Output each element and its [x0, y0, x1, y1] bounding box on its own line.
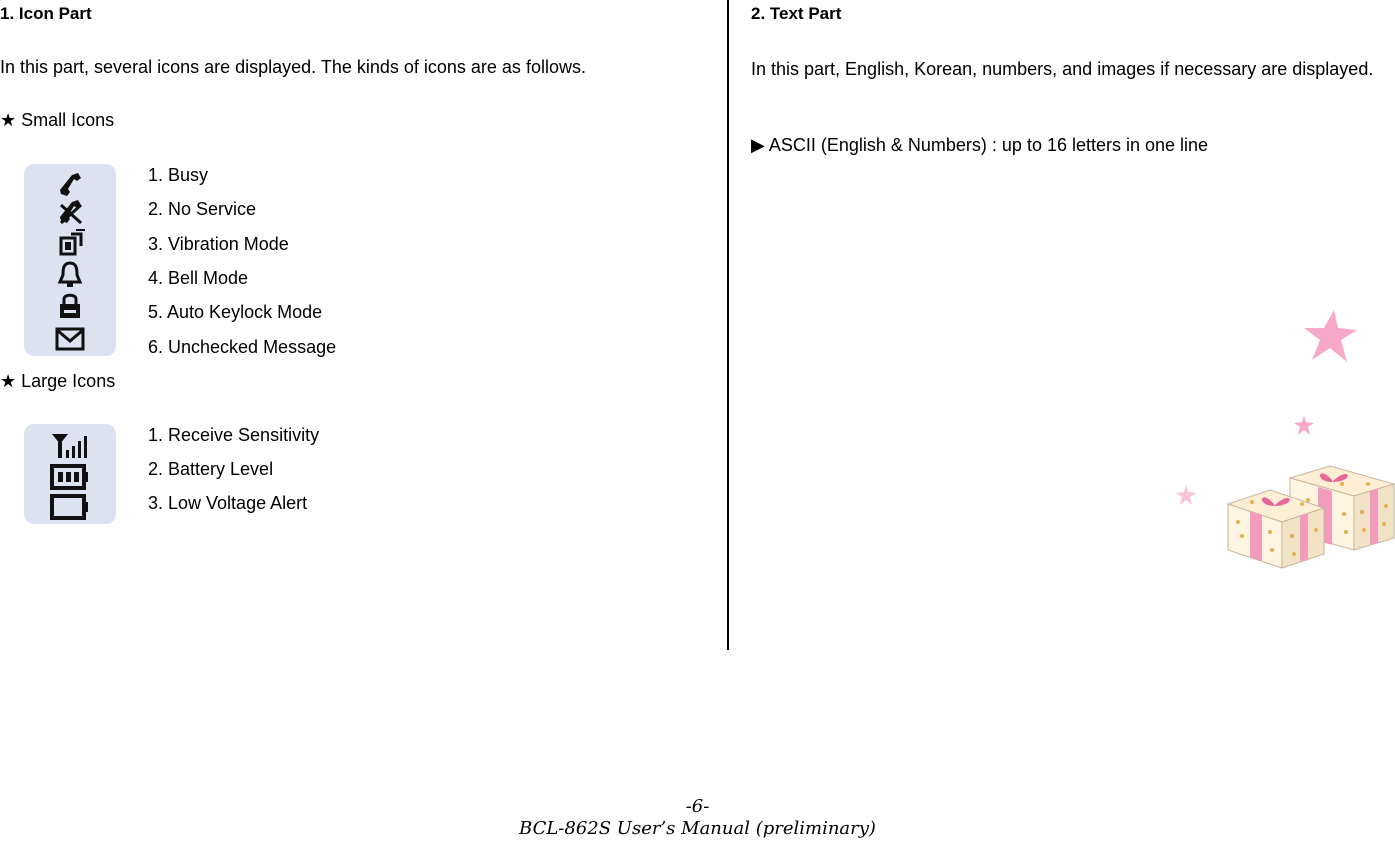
bell-icon — [52, 260, 88, 290]
small-icon-label: 1. Busy — [148, 165, 209, 185]
signal-strength-icon — [50, 430, 90, 460]
column-divider — [727, 0, 729, 650]
large-icons-title: ★ Large Icons — [0, 371, 116, 391]
ascii-bullet: ▶ ASCII (English & Numbers) : up to 16 letters in one line — [751, 135, 1209, 155]
text-part-intro: In this part, English, Korean, numbers, and images if necessary are displayed. — [751, 59, 1374, 79]
vibration-icon — [52, 228, 88, 258]
small-icons-title: ★ Small Icons — [0, 110, 115, 130]
small-icon-label: 5. Auto Keylock Mode — [148, 302, 323, 322]
large-icons-panel — [24, 424, 116, 524]
small-icon-label: 6. Unchecked Message — [148, 337, 337, 357]
phone-no-service-icon — [52, 198, 88, 228]
small-star-icon — [1293, 414, 1315, 436]
large-icon-label: 3. Low Voltage Alert — [148, 493, 308, 513]
gift-boxes-icon — [1222, 460, 1395, 572]
phone-busy-icon — [52, 170, 88, 200]
small-icon-label: 4. Bell Mode — [148, 268, 249, 288]
envelope-icon — [52, 324, 88, 354]
star-decoration-icon — [1300, 308, 1360, 366]
small-icon-label: 3. Vibration Mode — [148, 234, 289, 254]
small-icon-label: 2. No Service — [148, 199, 257, 219]
section-heading-icon-part: 1. Icon Part — [0, 4, 92, 23]
battery-low-icon — [50, 492, 90, 522]
small-icons-panel — [24, 164, 116, 356]
large-icon-label: 1. Receive Sensitivity — [148, 425, 320, 445]
section-heading-text-part: 2. Text Part — [751, 4, 842, 23]
page-number: -6- — [685, 796, 710, 817]
lock-icon — [52, 291, 88, 321]
manual-title: BCL-862S User’s Manual (preliminary) — [519, 818, 876, 839]
large-icon-label: 2. Battery Level — [148, 459, 274, 479]
small-star-icon — [1174, 484, 1198, 506]
icon-part-intro: In this part, several icons are displayed. The kinds of icons are as follows. — [0, 57, 586, 77]
battery-level-icon — [50, 462, 90, 492]
